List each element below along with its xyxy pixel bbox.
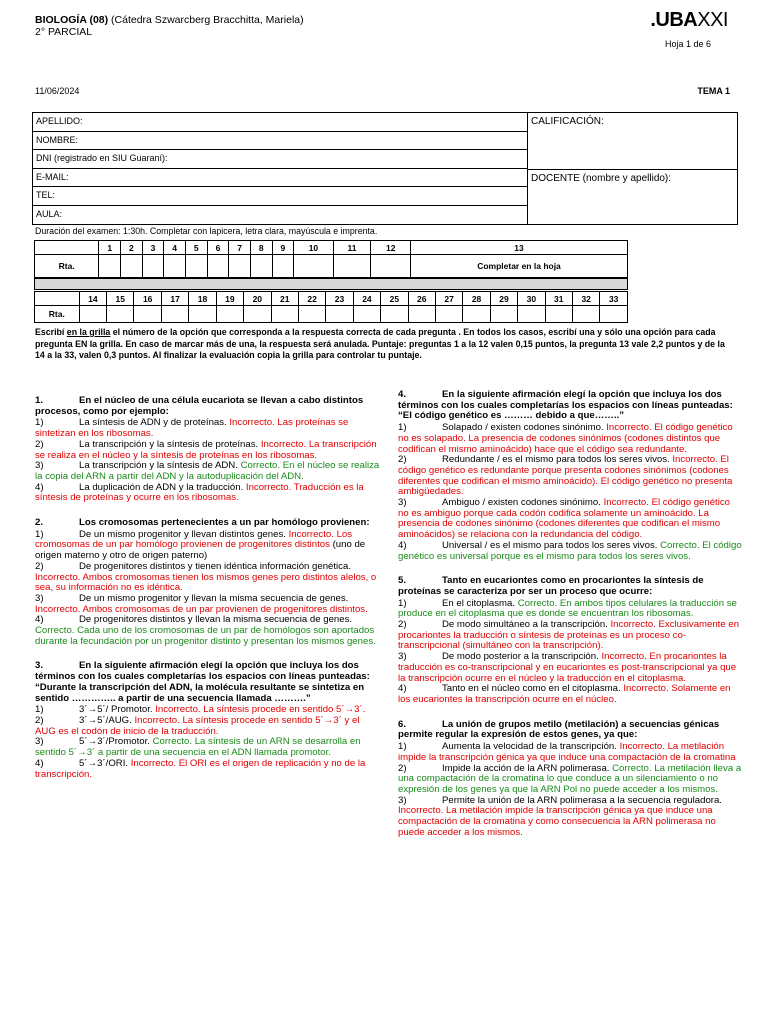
option-number: 2) [35, 714, 44, 726]
instructions-part1: Escribí [35, 327, 67, 337]
instructions-part2: el número de la opción que corresponda a la respuesta correcta de cada pregunta . En todos los casos, escribí una y sólo una opción para cada pregunta EN la grilla. En caso de marcar más de una, la respuesta será anulada. Puntaje: preguntas 1 a la 12 valen 0,15 puntos, la pregunta 13 vale 2,2 puntos y de la 14 a la 33, valen 0,3 puntos. Al finalizar la evaluación copia la grilla para controlar tu puntaje. [35, 327, 725, 361]
option-text: Ambiguo / existen codones sinónimo. [442, 497, 604, 509]
option-feedback: Correcto. La metilación lleva a una compactación de la cromatina lo que conduce a un silenciamiento o no expresión de los genes ya que la ARN Pol no puede acceder a los mismos. [398, 762, 742, 795]
answer-cell-18[interactable] [189, 306, 216, 323]
grid-question-number: 14 [79, 292, 106, 306]
option-feedback: Incorrecto. La metilación impide la transcripción génica ya que induce una compactación de la cromatina y como consecuencia la ARN polimerasa no puede acceder a los mismos. [398, 805, 716, 838]
instructions-underlined: en la grilla [66, 327, 111, 337]
answer-option [398, 742, 743, 763]
option-number: 3) [398, 497, 407, 509]
question-stem [35, 661, 380, 704]
answer-cell-5[interactable] [185, 255, 207, 278]
option-feedback: Incorrecto. La transcripción se realiza en el núcleo y la síntesis de proteínas en los ribosomas. [35, 438, 377, 461]
question-2 [35, 518, 380, 647]
question-number: 5. [398, 575, 407, 587]
grid-question-number: 13 [411, 241, 628, 255]
grid-question-number: 18 [189, 292, 216, 306]
answer-cell-27[interactable] [435, 306, 462, 323]
grid-question-number: 1 [99, 241, 121, 255]
question-stem [35, 518, 380, 529]
answer-option [35, 759, 380, 780]
answer-option [398, 684, 743, 705]
grid-question-number: 31 [545, 292, 572, 306]
option-number: 4) [35, 614, 44, 626]
answer-option [398, 498, 743, 541]
question-stem [398, 390, 743, 422]
answer-cell-12[interactable] [371, 255, 411, 278]
answer-cell-4[interactable] [164, 255, 186, 278]
answer-cell-11[interactable] [333, 255, 371, 278]
answer-option [398, 541, 743, 562]
field-apellido[interactable]: APELLIDO: [33, 113, 527, 132]
questions-right-column [398, 390, 743, 852]
question-text: En la siguiente afirmación elegí la opción que incluya los dos términos con los cuales completarías los espacios con líneas punteadas: “Durante la transcripción del ADN, la molécula resultante se sintetiza en sentido ………….. a partir de una secuencia llamada ……….” [35, 660, 370, 704]
option-text-tail: (uno de origen materno y otro de origen paterno) [35, 539, 366, 562]
answer-cell-30[interactable] [518, 306, 545, 323]
option-feedback: Correcto. Cada uno de los cromosomas de un par de homólogos son aportados durante la fecundación por un progenitor distinto y presentan los mismos genes. [35, 625, 376, 647]
option-text: La transcripción y la síntesis de proteínas. [79, 438, 261, 450]
grid-corner [35, 241, 99, 255]
subject-chair: (Cátedra Szwarcberg Bracchitta, Mariela) [108, 14, 304, 26]
option-text: De progenitores distintos y tienen idéntica información genética. [79, 560, 351, 572]
field-tel[interactable]: TEL: [33, 187, 527, 206]
grid-question-number: 22 [298, 292, 325, 306]
grid-separator [34, 278, 628, 290]
answer-cell-7[interactable] [229, 255, 251, 278]
option-number: 1) [35, 528, 44, 540]
option-text: De progenitores distintos y llevan la misma secuencia de genes. [79, 614, 353, 626]
question-number: 4. [398, 389, 407, 400]
answer-cell-8[interactable] [250, 255, 272, 278]
answer-cell-21[interactable] [271, 306, 298, 323]
grid-question-number: 10 [294, 241, 334, 255]
answer-cell-17[interactable] [161, 306, 188, 323]
option-number: 4) [35, 757, 44, 769]
option-text: 3´→5´/ Promotor. [79, 704, 156, 716]
grid-question-number: 7 [229, 241, 251, 255]
option-feedback: Incorrecto. Ambos cromosomas tienen los mismos genes pero distintos alelos, o sea, su información no es idéntica. [35, 571, 377, 594]
option-number: 1) [35, 417, 44, 429]
answer-option [35, 440, 380, 461]
question-stem [398, 720, 743, 741]
question-text: La unión de grupos metilo (metilación) a secuencias génicas permite regular la expresión de estos genes, ya que: [398, 718, 720, 741]
answer-cell-15[interactable] [107, 306, 134, 323]
option-number: 3) [35, 592, 44, 604]
exam-duration: Duración del examen: 1:30h. Completar con lapicera, letra clara, mayúscula e imprenta. [35, 226, 378, 236]
grid-question-number: 32 [572, 292, 599, 306]
logo-main: .UBA [650, 9, 698, 31]
answer-option [35, 530, 380, 562]
option-number: 2) [35, 438, 44, 450]
option-number: 2) [398, 762, 407, 774]
answer-cell-33[interactable] [600, 306, 628, 323]
answer-cell-28[interactable] [463, 306, 490, 323]
grid-question-number: 30 [518, 292, 545, 306]
answer-option [35, 483, 380, 504]
answer-option [35, 737, 380, 758]
option-feedback: Incorrecto. Exclusivamente en procariontes la traducción o síntesis de proteínas es un proceso co-transcripcional (simultáneo con la transcripción). [398, 619, 740, 652]
option-feedback: Incorrecto. En procariontes la traducción es co-transcripcional y en eucariontes es post-transcripcional ya que la transcripción ocurre en el núcleo y la traducción en el citoplasma. [398, 651, 737, 684]
answer-option [398, 764, 743, 796]
logo-suffix: XXI [697, 9, 728, 31]
answer-option [398, 620, 743, 652]
option-number: 3) [35, 736, 44, 748]
answer-cell-22[interactable] [298, 306, 325, 323]
exam-name: 2° PARCIAL [35, 26, 93, 38]
grid-question-number: 3 [142, 241, 164, 255]
question-number: 6. [398, 718, 407, 730]
grid-question-number: 11 [333, 241, 371, 255]
question-text: En la siguiente afirmación elegí la opción que incluya los dos términos con los cuales completarías los espacios con líneas punteadas: “El código genético es ……… debido a que……..” [398, 389, 733, 422]
option-feedback: Incorrecto. Las proteínas se sintetizan en los ribosomas. [35, 417, 349, 440]
rta-label: Rta. [35, 306, 80, 323]
option-text: De modo posterior a la transcripción. [442, 651, 602, 663]
answer-cell-3[interactable] [142, 255, 164, 278]
option-number: 1) [398, 741, 407, 753]
question-text: Los cromosomas pertenecientes a un par homólogo provienen: [79, 517, 370, 529]
option-feedback: Incorrecto. El ORI es el origen de replicación y no de la transcripción. [35, 757, 366, 780]
option-number: 3) [35, 460, 44, 472]
grid-question-number: 21 [271, 292, 298, 306]
answer-option [35, 594, 380, 615]
grid-question-number: 29 [490, 292, 517, 306]
questions-left-column [35, 396, 380, 794]
answer-option [398, 599, 743, 620]
uba-xxi-logo [650, 9, 728, 32]
grid-question-number: 6 [207, 241, 229, 255]
answer-cell-1[interactable] [99, 255, 121, 278]
option-text: Aumenta la velocidad de la transcripción. [442, 741, 620, 753]
option-feedback: Incorrecto. La síntesis procede en sentido 5´→3´ y el AUG es el codón de inicio de la traducción. [35, 714, 360, 737]
page-counter: Hoja 1 de 6 [664, 39, 711, 49]
option-text: La duplicación de ADN y la traducción. [79, 481, 246, 493]
answer-option [398, 423, 743, 455]
grid-question-number: 24 [353, 292, 380, 306]
option-text: Impide la acción de la ARN polimerasa. [442, 762, 613, 774]
instructions [35, 327, 725, 362]
grid-question-number: 2 [121, 241, 143, 255]
grid-question-number: 4 [164, 241, 186, 255]
option-feedback: Correcto. En el núcleo se realiza la copia del ARN a partir del ADN y la autoduplicación del ADN. [35, 460, 380, 482]
subject-code: BIOLOGÍA (08) [35, 14, 109, 26]
answer-option [398, 652, 743, 684]
option-feedback: Incorrecto. Ambos cromosomas de un par provienen de progenitores distintos. [35, 603, 368, 615]
grid-question-number: 15 [107, 292, 134, 306]
option-feedback: Correcto. El código genético es universal porque es el mismo para todos los seres vivos. [398, 539, 742, 562]
option-text: Solapado / existen codones sinónimo. [442, 422, 607, 434]
answer-cell-19[interactable] [216, 306, 243, 323]
option-number: 2) [398, 619, 407, 631]
grid-question-number: 17 [161, 292, 188, 306]
option-text: En el citoplasma. [442, 597, 518, 609]
grid-corner [35, 292, 80, 306]
option-number: 1) [398, 597, 407, 609]
answer-cell-31[interactable] [545, 306, 572, 323]
option-feedback: Incorrecto. Solamente en los eucariontes la transcripción ocurre en el núcleo. [398, 683, 731, 705]
answer-cell-20[interactable] [244, 306, 271, 323]
option-feedback: Correcto. En ambos tipos celulares la traducción se produce en el citoplasma que es donde se encuentran los ribosomas. [398, 597, 737, 620]
question-number: 1. [35, 395, 44, 406]
answer-cell-9[interactable] [272, 255, 294, 278]
option-number: 2) [35, 560, 44, 572]
exam-tema: TEMA 1 [697, 86, 730, 96]
exam-header [35, 14, 304, 38]
grid-question-number: 27 [435, 292, 462, 306]
option-number: 3) [398, 651, 407, 663]
answer-cell-26[interactable] [408, 306, 435, 323]
docente-field[interactable]: DOCENTE (nombre y apellido): [527, 169, 737, 184]
option-text: De modo simultáneo a la transcripción. [442, 619, 611, 631]
answer-cell-23[interactable] [326, 306, 353, 323]
question-number: 3. [35, 660, 44, 672]
option-number: 4) [35, 481, 44, 493]
answer-option [35, 562, 380, 594]
subject-line [35, 14, 304, 26]
answer-grid-1 [34, 240, 628, 278]
option-feedback: Incorrecto. El código genético es redundante porque presenta codones sinónimos (codones diferentes que codifican el mismo aminoácido). El código genético no presenta ambigüedades. [398, 454, 733, 498]
option-number: 1) [398, 422, 407, 434]
option-text: Redundante / es el mismo para todos los seres vivos. [442, 454, 673, 466]
option-feedback: Incorrecto. El código genético no es solapado. La presencia de codones sinónimos (codones distintos que codifican el mismo aminoácido) hace que el código sea redundante. [398, 422, 733, 455]
answer-cell-32[interactable] [572, 306, 599, 323]
answer-option [398, 455, 743, 498]
answer-option [35, 615, 380, 647]
question-stem [35, 396, 380, 417]
option-text: 5´→3´/Promotor. [79, 736, 153, 748]
student-info-box [32, 112, 738, 225]
question-6 [398, 720, 743, 839]
grid-question-number: 20 [244, 292, 271, 306]
grid-question-number: 26 [408, 292, 435, 306]
question-text: En el núcleo de una célula eucariota se llevan a cabo distintos procesos, como por ejemplo: [35, 395, 364, 417]
option-feedback: Incorrecto. Los cromosomas de un par homólogo provienen de progenitores distintos [35, 528, 353, 551]
option-text: La síntesis de ADN y de proteínas. [79, 417, 230, 429]
rta-label: Rta. [35, 255, 99, 278]
option-number: 3) [398, 794, 407, 806]
option-number: 4) [398, 539, 407, 551]
answer-cell-16[interactable] [134, 306, 161, 323]
option-text: De un mismo progenitor y llevan distintos genes. [79, 528, 289, 540]
option-text: Tanto en el núcleo como en el citoplasma. [442, 683, 624, 695]
field-dni[interactable]: DNI (registrado en SIU Guaraní): [33, 150, 527, 169]
grid-question-number: 5 [185, 241, 207, 255]
question-stem [398, 576, 743, 597]
option-feedback: Incorrecto. La síntesis procede en sentido 5´→3´. [155, 704, 366, 716]
answer-cell-25[interactable] [381, 306, 408, 323]
answer-option [35, 716, 380, 737]
answer-cell-13[interactable]: Completar en la hoja [411, 255, 628, 278]
answer-option [35, 461, 380, 482]
option-text: 3´→5´/AUG. [79, 714, 135, 726]
answer-cell-14[interactable] [79, 306, 106, 323]
grid-question-number: 25 [381, 292, 408, 306]
field-aula[interactable]: AULA: [36, 208, 63, 219]
option-feedback: Incorrecto. Traducción es la síntesis de proteínas y ocurre en los ribosomas. [35, 481, 364, 504]
answer-cell-2[interactable] [121, 255, 143, 278]
question-number: 2. [35, 517, 44, 529]
option-text: Universal / es el mismo para todos los seres vivos. [442, 539, 661, 551]
option-text: De un mismo progenitor y llevan la misma secuencia de genes. [79, 592, 349, 604]
option-feedback: Correcto. La síntesis de un ARN se desarrolla en sentido 5´→3´ a partir de una secuencia en el ADN llamada promotor. [35, 736, 361, 759]
answer-option [35, 418, 380, 439]
grid-question-number: 8 [250, 241, 272, 255]
question-4 [398, 390, 743, 562]
grid-question-number: 9 [272, 241, 294, 255]
option-text: La transcripción y la síntesis de ADN. [79, 460, 241, 472]
grid-question-number: 28 [463, 292, 490, 306]
student-fields [33, 113, 528, 224]
option-number: 2) [398, 454, 407, 466]
field-email[interactable]: E-MAIL: [33, 169, 527, 188]
option-text: 5´→3´/ORI. [79, 757, 131, 769]
field-nombre[interactable]: NOMBRE: [33, 132, 527, 151]
grid-question-number: 16 [134, 292, 161, 306]
answer-option [398, 796, 743, 839]
answer-cell-10[interactable] [294, 255, 334, 278]
grid-question-number: 23 [326, 292, 353, 306]
option-number: 1) [35, 704, 44, 716]
question-3 [35, 661, 380, 780]
option-number: 4) [398, 683, 407, 695]
option-text: Permite la unión de la ARN polimerasa a la secuencia reguladora. [442, 794, 722, 806]
answer-cell-6[interactable] [207, 255, 229, 278]
question-1 [35, 396, 380, 504]
question-text: Tanto en eucariontes como en procariontes la síntesis de proteínas se caracteriza por ser un proceso que ocurre: [398, 575, 704, 597]
answer-grid-2 [34, 291, 628, 323]
grid-question-number: 19 [216, 292, 243, 306]
answer-cell-29[interactable] [490, 306, 517, 323]
exam-date: 11/06/2024 [35, 86, 80, 96]
calificacion-label: CALIFICACIÓN: [531, 116, 604, 127]
question-5 [398, 576, 743, 705]
grid-question-number: 12 [371, 241, 411, 255]
grid-question-number: 33 [600, 292, 628, 306]
option-feedback: Incorrecto. El código genético no es ambiguo porque cada codón codifica solamente un aminoácido. La presencia de codones sinónimo (codones diferentes que codifican el mismo aminoácidos) se relaciona con la redundancia del código. [398, 497, 730, 541]
option-feedback: Incorrecto. La metilación impide la transcripción génica ya que induce una compactación de la cromatina [398, 741, 736, 763]
answer-cell-24[interactable] [353, 306, 380, 323]
